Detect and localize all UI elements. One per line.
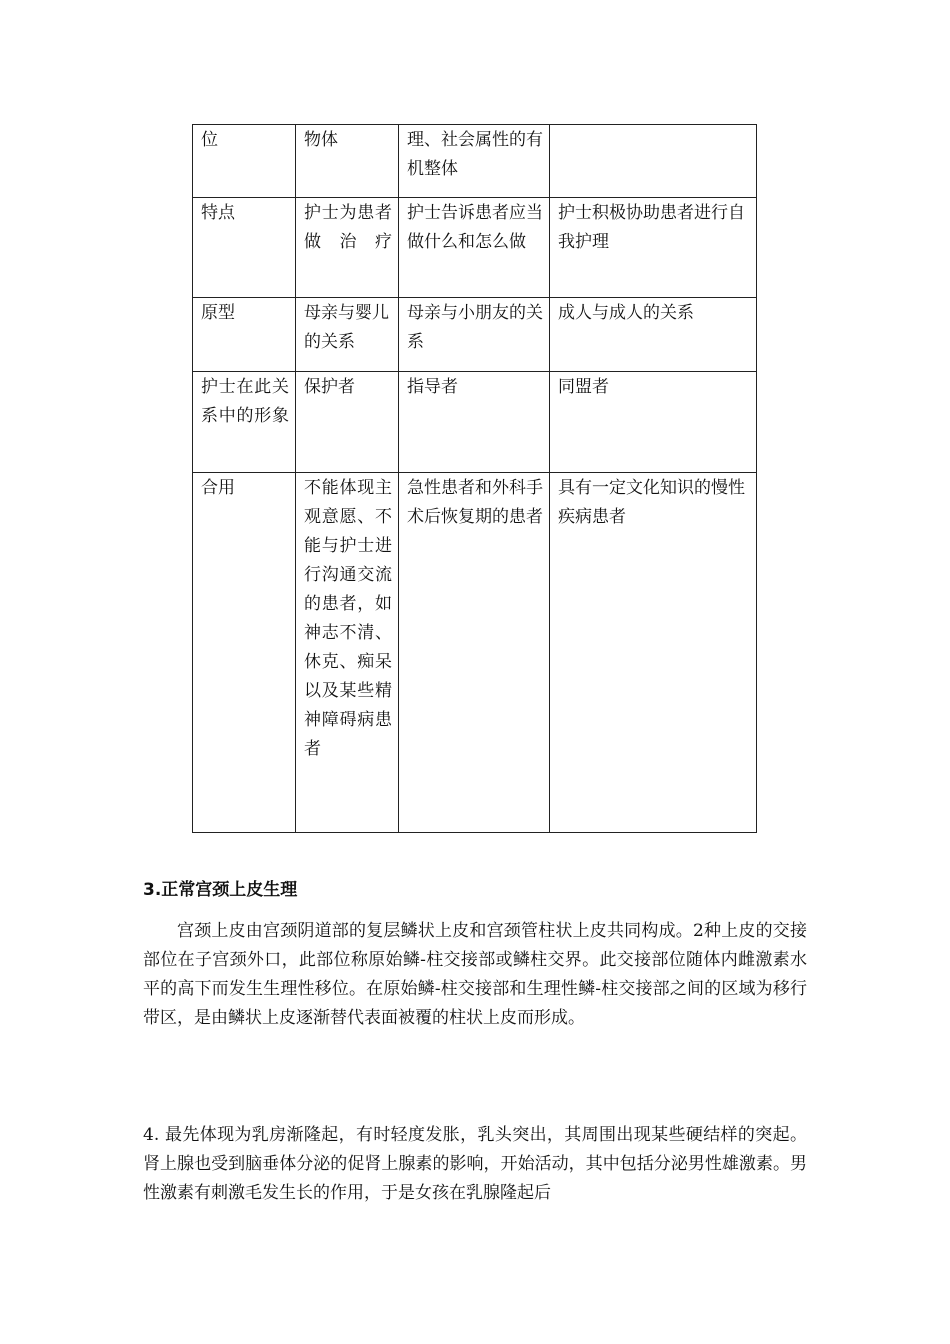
table-cell: 同盟者 [550, 372, 757, 473]
table-cell: 理、社会属性的有机整体 [399, 125, 550, 198]
table-row [193, 298, 757, 372]
table-cell: 保护者 [296, 372, 399, 473]
table-cell: 合用 [193, 473, 296, 833]
table-cell: 护士在此关系中的形象 [193, 372, 296, 473]
table-cell: 指导者 [399, 372, 550, 473]
table-row [193, 473, 757, 833]
section-4-paragraph: 4. 最先体现为乳房渐隆起，有时轻度发胀，乳头突出，其周围出现某些硬结样的突起。肾上腺也受到脑垂体分泌的促肾上腺素的影响，开始活动，其中包括分泌男性雄激素。男性激素有刺激毛发生长的作用，于是女孩在乳腺隆起后 [143, 1125, 807, 1203]
nurse-patient-model-table [192, 124, 757, 833]
table-cell: 具有一定文化知识的慢性疾病患者 [550, 473, 757, 833]
table-cell: 原型 [193, 298, 296, 372]
table-row [193, 125, 757, 198]
table-cell: 特点 [193, 198, 296, 298]
table-cell: 护士告诉患者应当做什么和怎么做 [399, 198, 550, 298]
table-cell [550, 125, 757, 198]
table-cell: 母亲与婴儿的关系 [296, 298, 399, 372]
table-cell: 物体 [296, 125, 399, 198]
table-cell: 母亲与小朋友的关系 [399, 298, 550, 372]
table-cell: 护士积极协助患者进行自我护理 [550, 198, 757, 298]
section-3-paragraph: 宫颈上皮由宫颈阴道部的复层鳞状上皮和宫颈管柱状上皮共同构成。2种上皮的交接部位在子宫颈外口，此部位称原始鳞-柱交接部或鳞柱交界。此交接部位随体内雌激素水平的高下而发生生理性移位。在原始鳞-柱交接部和生理性鳞-柱交接部之间的区域为移行带区，是由鳞状上皮逐渐替代表面被覆的柱状上皮而形成。 [143, 921, 807, 1028]
section-heading: 3.正常宫颈上皮生理 [143, 880, 298, 900]
table-cell: 护士为患者做治疗 [296, 198, 399, 298]
table-row [193, 372, 757, 473]
table-cell: 不能体现主观意愿、不能与护士进行沟通交流的患者，如神志不清、休克、痴呆以及某些精神障碍病患者 [296, 473, 399, 833]
table-row [193, 198, 757, 298]
table-cell: 位 [193, 125, 296, 198]
table-cell: 成人与成人的关系 [550, 298, 757, 372]
table-cell: 急性患者和外科手术后恢复期的患者 [399, 473, 550, 833]
